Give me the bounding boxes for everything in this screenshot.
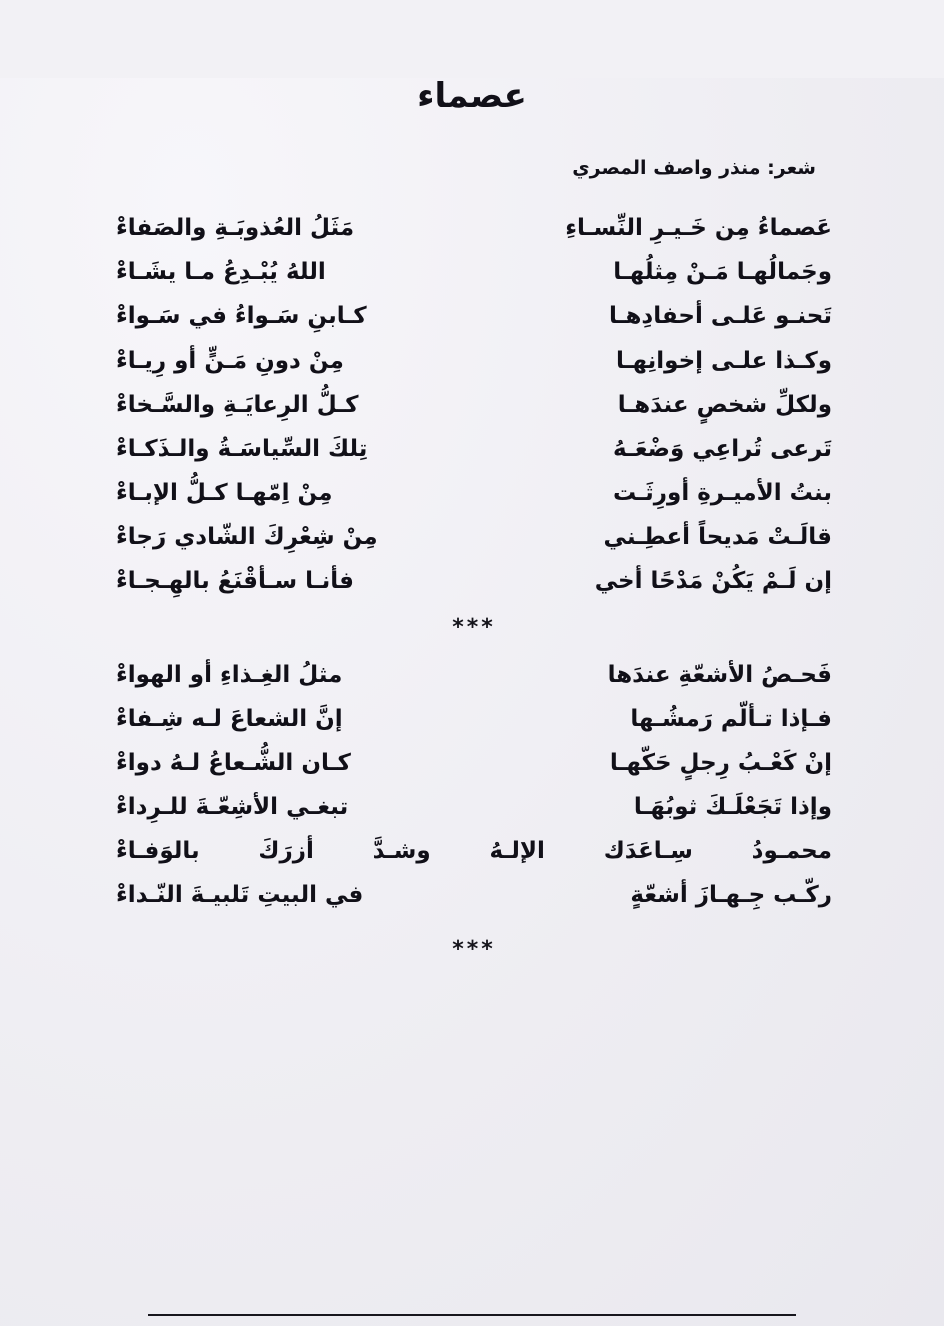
verse-row [116, 880, 832, 911]
hemistich-second: مِنْ دونِ مَـنٍّ أو رِيـاءْ [116, 347, 344, 374]
hemistich-second: كـلُّ الرِعايَـةِ والسَّـخاءْ [116, 391, 359, 418]
stanza-separator: *** [452, 937, 496, 963]
hemistich-first: قالَـتْ مَديحاً أعطِـني [603, 523, 832, 550]
hemistich-second: تِلكَ السِّياسَـةُ والـذَكـاءْ [116, 435, 368, 462]
footer-rule [148, 1314, 796, 1316]
verse-row [116, 390, 832, 421]
stanza-2 [116, 660, 832, 911]
verse-row [116, 478, 832, 509]
verse-row [116, 434, 832, 465]
verse-row [116, 748, 832, 779]
hemistich-first: وإذا تَجَعْلَـكَ ثوبُهَـا [633, 793, 832, 820]
hemistich-first: ولكلِّ شخصٍ عندَهـا [617, 391, 832, 418]
hemistich-first: إنْ كَعْـبُ رِجلٍ حَكّهـا [609, 749, 832, 776]
verse-row [116, 660, 832, 691]
page-title: عصماء [417, 76, 527, 116]
verse-row [116, 792, 832, 823]
hemistich-second: كـان الشُّـعاعُ لـهُ دواءْ [116, 749, 351, 776]
hemistich-second: مِنْ اِمّهـا كـلُّ الإبـاءْ [116, 479, 333, 506]
hemistich-second: كـابنِ سَـواءُ في سَـواءْ [116, 303, 367, 330]
hemistich-second: مِنْ شِعْرِكَ الشّادي رَجاءْ [116, 523, 378, 550]
hemistich-first: ركّـب جِـهـازَ أشعّةٍ [630, 882, 832, 909]
hemistich-first: فـإذا تـألّم رَمشُـها [630, 705, 832, 732]
hemistich-second: في البيتِ تَلبيـةَ النّـداءْ [116, 882, 364, 909]
verse-row [116, 704, 832, 735]
stanza-separator: *** [452, 614, 496, 640]
hemistich-first: تَرعى تُراعِي وَضْعَـهُ [612, 435, 832, 462]
poem-page [0, 78, 944, 1326]
hemistich-second: مَثَلُ العُذوبَـةِ والصَفاءْ [116, 215, 355, 242]
hemistich-first: بنتُ الأميـرةِ أورِثَـت [612, 479, 832, 506]
stanza-1 [116, 213, 832, 596]
hemistich-second: اللهُ يُبْـدِعُ مـا يشَـاءْ [116, 259, 326, 286]
verse-row [116, 522, 832, 553]
hemistich-first: وجَمالُهـا مَـنْ مِثلُهـا [613, 259, 832, 286]
verse-row [116, 566, 832, 597]
hemistich-first: وكـذا علـى إخوانِهـا [615, 347, 832, 374]
verse-row [116, 836, 832, 867]
verse-row [116, 346, 832, 377]
hemistich-first: عَصماءُ مِن خَـيـرِ النِّسـاءِ [565, 215, 832, 242]
hemistich-first: فَحـصُ الأشعّةِ عندَها [607, 661, 832, 688]
poem-body [0, 213, 944, 962]
verse-row [116, 301, 832, 332]
hemistich-first: إن لَـمْ يَكُنْ مَدْحًا أخي [594, 567, 832, 594]
verse-row [116, 257, 832, 288]
hemistich-second: مثلُ الغِـذاءِ أو الهواءْ [116, 661, 343, 688]
poet-byline: شعر: منذر واصف المصري [572, 157, 816, 180]
hemistich-full-line: محمـودُ سِـاعَدَك الإلـهُ وشـدَّ أزرَكَ بالوَفـاءْ [116, 838, 832, 864]
hemistich-second: إنَّ الشعاعَ لـه شِـفاءْ [116, 705, 343, 732]
hemistich-second: فأنـا سـأقْنَعُ بالهِـجـاءْ [116, 567, 354, 594]
hemistich-first: تَحنـو عَلـى أحفادِهـا [608, 303, 832, 330]
hemistich-second: تبغـي الأشِعّـةَ للـرِداءْ [116, 793, 349, 820]
verse-row [116, 213, 832, 244]
